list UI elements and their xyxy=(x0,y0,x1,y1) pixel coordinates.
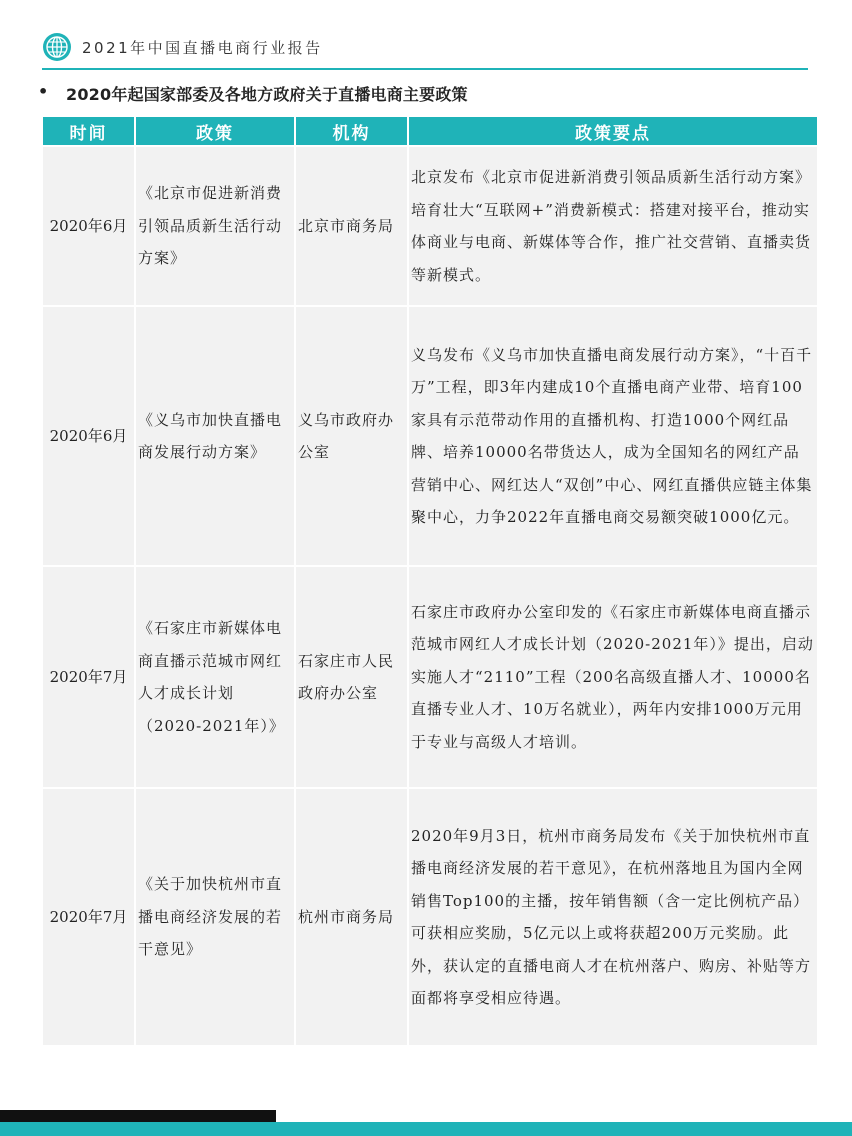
footer-dark-bar xyxy=(0,1110,276,1122)
cell-agency: 杭州市商务局 xyxy=(296,789,407,1045)
column-header-time: 时间 xyxy=(43,117,134,145)
table-header-row xyxy=(43,117,817,145)
column-header-points: 政策要点 xyxy=(409,117,817,145)
cell-time: 2020年7月 xyxy=(43,789,134,1045)
table-row xyxy=(43,789,817,1045)
column-header-agency: 机构 xyxy=(296,117,407,145)
policy-table xyxy=(41,115,815,1047)
cell-points: 石家庄市政府办公室印发的《石家庄市新媒体电商直播示范城市网红人才成长计划（2020-2021年）》提出，启动实施人才“2110”工程（200名高级直播人才、10000名直播专业人才、10万名就业），两年内安排1000万元用于专业与高级人才培训。 xyxy=(409,567,817,787)
cell-time: 2020年7月 xyxy=(43,567,134,787)
cell-policy: 《义乌市加快直播电商发展行动方案》 xyxy=(136,307,294,565)
cell-policy: 《关于加快杭州市直播电商经济发展的若干意见》 xyxy=(136,789,294,1045)
cell-policy: 《石家庄市新媒体电商直播示范城市网红人才成长计划（2020-2021年）》 xyxy=(136,567,294,787)
page-header xyxy=(0,0,852,72)
cell-points: 2020年9月3日，杭州市商务局发布《关于加快杭州市直播电商经济发展的若干意见》，在杭州落地且为国内全网销售Top100的主播，按年销售额（含一定比例杭产品）可获相应奖励，5亿元以上或将获超200万元奖励。此外，获认定的直播电商人才在杭州落户、购房、补贴等方面都将享受相应待遇。 xyxy=(409,789,817,1045)
section-heading-text: 2020年起国家部委及各地方政府关于直播电商主要政策 xyxy=(66,85,468,104)
cell-agency: 北京市商务局 xyxy=(296,147,407,305)
cell-time: 2020年6月 xyxy=(43,147,134,305)
cell-points: 义乌发布《义乌市加快直播电商发展行动方案》，“十百千万”工程，即3年内建成10个直播电商产业带、培育100家具有示范带动作用的直播机构、打造1000个网红品牌、培养10000名带货达人，成为全国知名的网红产品营销中心、网红达人“双创”中心、网红直播供应链主体集聚中心，力争2022年直播电商交易额突破1000亿元。 xyxy=(409,307,817,565)
cell-points: 北京发布《北京市促进新消费引领品质新生活行动方案》培育壮大“互联网+”消费新模式：搭建对接平台，推动实体商业与电商、新媒体等合作，推广社交营销、直播卖货等新模式。 xyxy=(409,147,817,305)
table-row xyxy=(43,307,817,565)
globe-icon xyxy=(42,32,72,62)
column-header-policy: 政策 xyxy=(136,117,294,145)
header-divider xyxy=(42,68,808,70)
report-title: 2021年中国直播电商行业报告 xyxy=(82,39,323,57)
footer-accent-bar xyxy=(0,1122,852,1136)
cell-policy: 《北京市促进新消费引领品质新生活行动方案》 xyxy=(136,147,294,305)
table-row xyxy=(43,147,817,305)
cell-time: 2020年6月 xyxy=(43,307,134,565)
cell-agency: 义乌市政府办公室 xyxy=(296,307,407,565)
bullet-point: • xyxy=(38,82,49,101)
cell-agency: 石家庄市人民政府办公室 xyxy=(296,567,407,787)
table-row xyxy=(43,567,817,787)
